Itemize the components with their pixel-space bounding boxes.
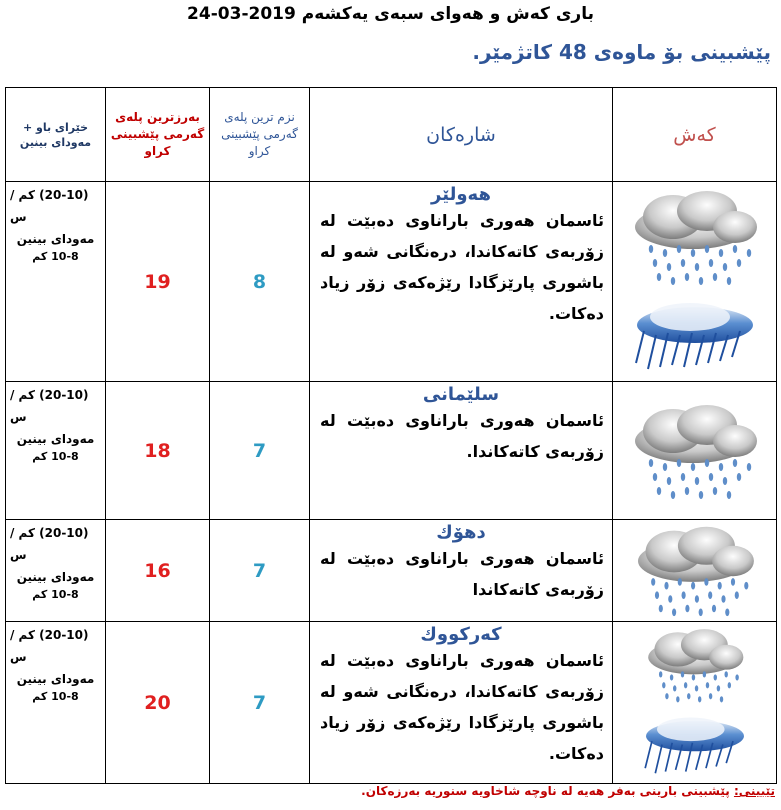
weather-icons [613,182,777,382]
max-temp: 19 [106,182,210,382]
city-name: هەولێر [431,184,491,205]
min-temp: 7 [210,382,310,520]
forecast-description: ئاسمان هەوری باراناوی دەبێت لە زۆربەی كاتەكاندا [320,549,604,599]
wind-cell [6,182,106,382]
rain-cloud-icon [625,401,765,501]
heavy-rain-icon [630,704,760,780]
header-city: شارەكان [310,88,613,182]
min-temp: 8 [210,182,310,382]
visibility-label: مەودای بینین [16,672,95,686]
forecast-description: ئاسمان هەوری باراناوی دەبێت لە زۆربەی كاتەكاندا. [320,411,604,461]
rain-cloud-icon [625,187,765,287]
min-temp: 7 [210,520,310,622]
header-min: نزم ترین پلەی گەرمی پێشبینی كراو [210,88,310,182]
city-cell [310,520,613,622]
table-header-row [6,88,777,182]
city-cell [310,382,613,520]
header-max: بەرزترین پلەی گەرمی پێشبینی كراو [106,88,210,182]
visibility-value: 10-8 كم [32,588,79,601]
note-label: تێبینی: [733,784,775,798]
wind-speed: (20-10) كم /س [10,526,89,562]
forecast-description: ئاسمان هەوری باراناوی دەبێت لە زۆربەی كاتەكاندا، درەنگانی شەو لە باشوری پارێزگادا رێژەكەی زۆر زیاد دەكات. [320,651,604,763]
weather-icons [613,622,777,784]
city-name: دهۆك [436,522,486,543]
table-row [6,520,777,622]
visibility-value: 10-8 كم [32,450,79,463]
city-name: سلێمانی [422,384,500,405]
visibility-value: 10-8 كم [32,250,79,263]
heavy-rain-icon [630,287,760,377]
wind-cell [6,382,106,520]
page-title: باری كەش و هەوای سبەی یەكشەم 2019-03-24 [187,4,594,24]
header-wind: خێرای باو + مەودای بینین [6,88,106,182]
city-name: كەركووك [420,624,502,645]
footer-note [361,784,775,798]
visibility-label: مەودای بینین [16,232,95,246]
wind-speed: (20-10) كم /س [10,628,89,664]
min-temp: 7 [210,622,310,784]
city-cell [310,622,613,784]
wind-speed: (20-10) كم /س [10,388,89,424]
wind-cell [6,520,106,622]
rain-cloud-icon [625,626,765,704]
table-row [6,182,777,382]
table-row [6,622,777,784]
weather-table [5,87,777,784]
forecast-description: ئاسمان هەوری باراناوی دەبێت لە زۆربەی كاتەكاندا، درەنگانی شەو لە باشوری پارێزگادا رێژەكەی زۆر زیاد دەكات. [320,211,604,323]
max-temp: 16 [106,520,210,622]
note-text: پێشبینی بارینی بەفر هەیە لە ناوچە شاخاویە سنوریە بەرزەكان. [361,784,730,798]
weather-icons [613,520,777,622]
header-weather: كەش [613,88,777,182]
wind-speed: (20-10) كم /س [10,188,89,224]
weather-icons [613,382,777,520]
visibility-value: 10-8 كم [32,690,79,703]
wind-cell [6,622,106,784]
max-temp: 18 [106,382,210,520]
table-row [6,382,777,520]
visibility-label: مەودای بینین [16,570,95,584]
city-cell [310,182,613,382]
max-temp: 20 [106,622,210,784]
rain-cloud-icon [625,523,765,618]
visibility-label: مەودای بینین [16,432,95,446]
page-subtitle: پێشبینی بۆ ماوەی 48 كاتژمێر. [472,40,771,64]
